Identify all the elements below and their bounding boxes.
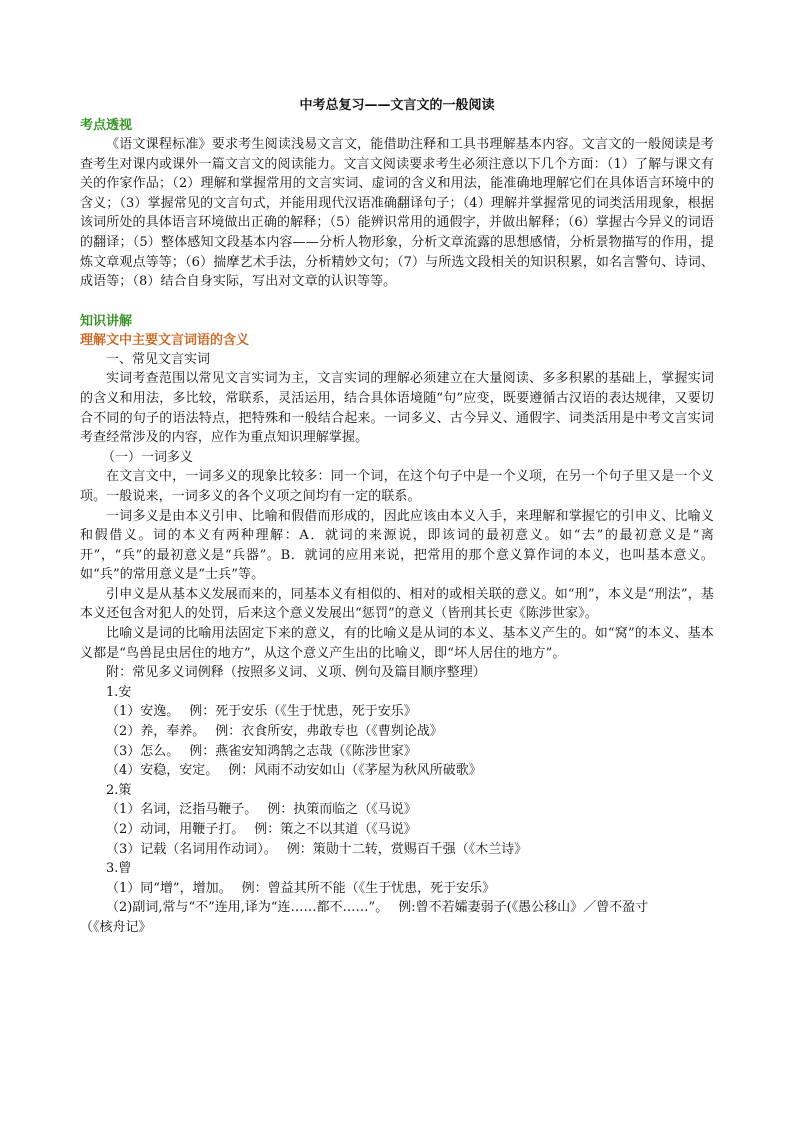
sense-example: 例：策勋十二转，赏赐百千强（《木兰诗》	[286, 841, 528, 857]
sense-item	[80, 800, 714, 820]
polysemy-paragraph-4: 比喻义是词的比喻用法固定下来的意义，有的比喻义是从词的本义、基本义产生的。如“窝”的本义、基本义都是“鸟兽昆虫居住的地方”，从这个意义产生出的比喻义，即“坏人居住的地方”。	[80, 626, 714, 661]
sense-text: （2）动词，用鞭子打。	[106, 822, 245, 837]
sense-item	[80, 742, 714, 762]
sense-item	[80, 879, 714, 899]
sense-text: （1）同“增”，增加。	[106, 880, 232, 896]
sense-text: （1）名词，泛指马鞭子。	[106, 802, 258, 818]
sense-text: （3）记载（名词用作动词）。	[106, 841, 277, 857]
sense-item	[80, 722, 714, 742]
sense-text: （1）安逸。	[106, 704, 180, 720]
sense-item	[80, 702, 714, 722]
polysemy-paragraph-1: 在文言文中，一词多义的现象比较多：同一个词，在这个句子中是一个义项，在另一个句子里又是一个义项。一般说来，一词多义的各个义项之间均有一定的联系。	[80, 469, 714, 504]
sense-item	[80, 820, 714, 840]
sense-item	[80, 840, 714, 860]
sense-example: 例：策之不以其道（《马说》	[254, 822, 417, 837]
sense-text: （4）安稳，安定。	[106, 763, 219, 779]
sense-example: 例：燕雀安知鸿鹄之志哉（《陈涉世家》	[189, 743, 417, 759]
part-title-content-words: 一、常见文言实词	[106, 351, 211, 367]
sense-example: 例：衣食所安，弗敢专也（《曹刿论战》	[215, 724, 443, 740]
content-words-paragraph: 实词考查范围以常见文言实词为主，文言实词的理解必须建立在大量阅读、多多积累的基础上，掌握实词的含义和用法，多比较，常联系，灵活运用，结合具体语境随“句”应变，既要遵循古汉语的表达规律，又要切合不同的句子的语法特点，把特殊和一般结合起来。一词多义、古今异义、通假字、词类活用是中考文言实词考查经常涉及的内容，应作为重点知识理解掌握。	[80, 371, 714, 446]
sense-example-continuation: （《核舟记》	[80, 919, 152, 935]
sense-text: （2)副词,常与“不”连用,译为“连……都不……”。	[106, 900, 389, 916]
document-page	[80, 96, 714, 938]
sense-text: （2）养，奉养。	[106, 724, 206, 740]
sense-item	[80, 898, 714, 937]
sense-item	[80, 761, 714, 781]
section-heading-exam-focus: 考点透视	[80, 118, 133, 133]
word-entry-title: 1.安	[106, 684, 132, 700]
section-gap	[80, 292, 714, 312]
section-heading-knowledge: 知识讲解	[80, 313, 133, 329]
document-title: 中考总复习——文言文的一般阅读	[299, 98, 495, 113]
sense-example: 例：执策而临之（《马说》	[267, 802, 417, 818]
sense-example: 例：死于安乐（《生于忧患，死于安乐》	[189, 704, 417, 720]
sense-example: 例：曾益其所不能（《生于忧患，死于安乐》	[241, 880, 496, 896]
exam-focus-paragraph: 《语文课程标准》要求考生阅读浅易文言文，能借助注释和工具书理解基本内容。文言文的一般阅读是考查考生对课内或课外一篇文言文的阅读能力。文言文阅读要求考生必须注意以下几个方面：（1）了解与课文有关的作家作品；（2）理解和掌握常用的文言实词、虚词的含义和用法，能准确地理解它们在具体语言环境中的含义；（3）掌握常见的文言句式，并能用现代汉语准确翻译句子；（4）理解并掌握常见的词类活用现象，根据该词所处的具体语言环境做出正确的解释；（5）能辨识常用的通假字，并做出解释；（6）掌握古今异义的词语的翻译；（5）整体感知文段基本内容——分析人物形象，分析文章流露的思想感情，分析景物描写的作用，提炼文章观点等等；（6）揣摩艺术手法，分析精妙文句；（7）与所选文段相关的知识积累，如名言警句、诗词、成语等；（8）结合自身实际，写出对文章的认识等等。	[80, 137, 714, 290]
sense-example: 例:曾不若孀妻弱子(《愚公移山》／曾不盈寸	[398, 900, 649, 916]
sub-title-polysemy: （一）一词多义	[102, 449, 194, 465]
subheading-word-meaning: 理解文中主要文言词语的含义	[80, 332, 250, 348]
sense-example: 例：风雨不动安如山（《茅屋为秋风所破歌》	[228, 763, 482, 779]
sense-text: （3）怎么。	[106, 743, 180, 759]
polysemy-paragraph-3: 引申义是从基本义发展而来的，同基本义有相似的、相对的或相关联的意义。如“刑”，本义是“刑法”，基本义还包含对犯人的处罚，后来这个意义发展出“惩罚”的意义（皆刑其长吏《陈涉世家》。	[80, 586, 714, 622]
word-entry-title: 2.策	[106, 782, 132, 798]
polysemy-paragraph-2: 一词多义是由本义引申、比喻和假借而形成的，因此应该由本义入手，来理解和掌握它的引申义、比喻义和假借义。词的本义有两种理解：A．就词的来源说，即该词的最初意义。如“去”的最初意义是“离开”，“兵”的最初意义是“兵器”。B．就词的应用来说，把常用的那个意义算作词的本义，也叫基本意义。如“兵”的常用意义是“士兵”等。	[80, 508, 714, 583]
word-entry-title: 3.曾	[106, 861, 132, 877]
appendix-note: 附：常见多义词例释（按照多义词、义项、例句及篇目顺序整理）	[106, 665, 486, 681]
